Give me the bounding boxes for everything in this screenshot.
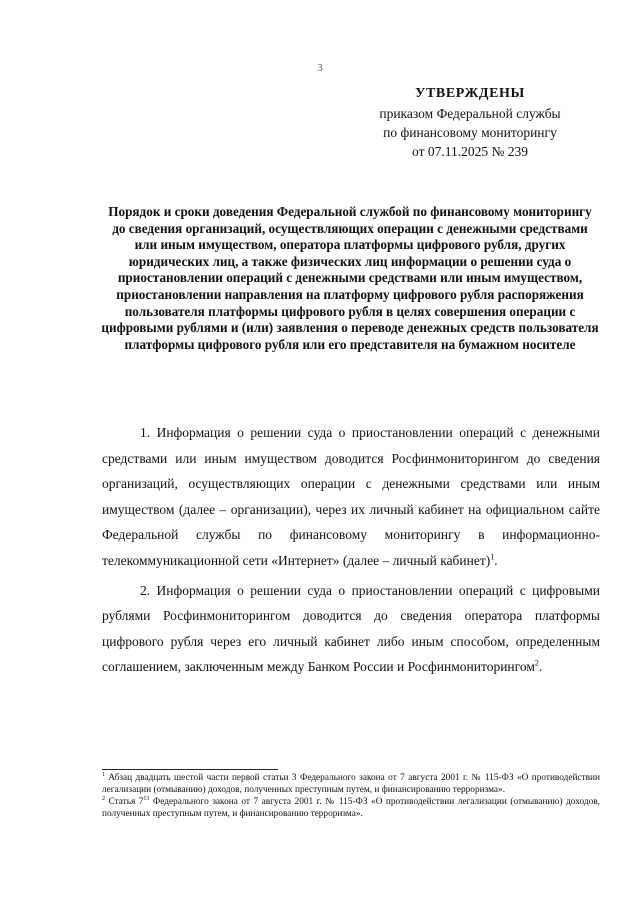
approval-line-3: от 07.11.2025 № 239	[412, 144, 528, 159]
approval-heading: УТВЕРЖДЕНЫ	[415, 86, 525, 101]
approval-line-2: по финансовому мониторингу	[383, 125, 557, 140]
paragraph-1-end: .	[494, 552, 498, 568]
document-body	[102, 420, 600, 684]
footnote-separator	[102, 769, 278, 770]
footnotes	[102, 772, 600, 820]
paragraph-1-text: 1. Информация о решении суда о приостановлении операций с денежными средствами или иным имуществом доводится Росфинмониторингом до сведения организаций, осуществляющих операции с денежными средствами или иным имуществом (далее – организации), через их личный кабинет на официальном сайте Федеральной службы по финансовому мониторингу в информационно-телекоммуникационной сети «Интернет» (далее – личный кабинет)	[102, 425, 600, 568]
approval-block	[350, 84, 590, 161]
footnote-2-article-sup: 13	[143, 795, 150, 802]
paragraph-2-text: 2. Информация о решении суда о приостановлении операций с цифровыми рублями Росфинмониторингом доводится до сведения оператора платформы цифрового рубля через его личный кабинет либо иным способом, определенным соглашением, заключенным между Банком России и Росфинмониторингом	[102, 582, 600, 675]
footnote-2-mark: 2	[102, 795, 105, 802]
page-number: 3	[317, 62, 323, 74]
document-title: Порядок и сроки доведения Федеральной службой по финансовому мониторингу до сведения организаций, осуществляющих операции с денежными средствами или иным имуществом, оператора платформы цифрового рубля, других юридических лиц, а также физических лиц информации о решении суда о приостановлении операций с денежными средствами или иным имуществом, приостановлении направления на платформу цифрового рубля распоряжения пользователя платформы цифрового рубля в целях совершения операции с цифровыми рублями и (или) заявления о переводе денежных средств пользователя платформы цифрового рубля или его представителя на бумажном носителе	[101, 204, 599, 352]
footnote-1	[102, 772, 600, 796]
footnote-ref-2: 2	[534, 658, 539, 668]
paragraph-1	[102, 420, 600, 574]
paragraph-2	[102, 578, 600, 680]
paragraph-2-end: .	[538, 659, 543, 675]
footnote-ref-1: 1	[490, 552, 495, 562]
footnote-2	[102, 796, 600, 820]
footnote-2-text-b: Федерального закона от 7 августа 2001 г. № 115-ФЗ «О противодействии легализации (отмыванию) доходов, полученных преступным путем, и финансированию терроризма».	[102, 797, 600, 819]
footnote-1-mark: 1	[102, 771, 105, 778]
approval-line-1: приказом Федеральной службы	[379, 106, 561, 121]
footnote-2-text-a: Статья 7	[105, 797, 144, 807]
footnote-1-text: Абзац двадцать шестой части первой статьи 3 Федерального закона от 7 августа 2001 г. № 115-ФЗ «О противодействии легализации (отмыванию) доходов, полученных преступным путем, и финансированию терроризма».	[102, 773, 600, 795]
